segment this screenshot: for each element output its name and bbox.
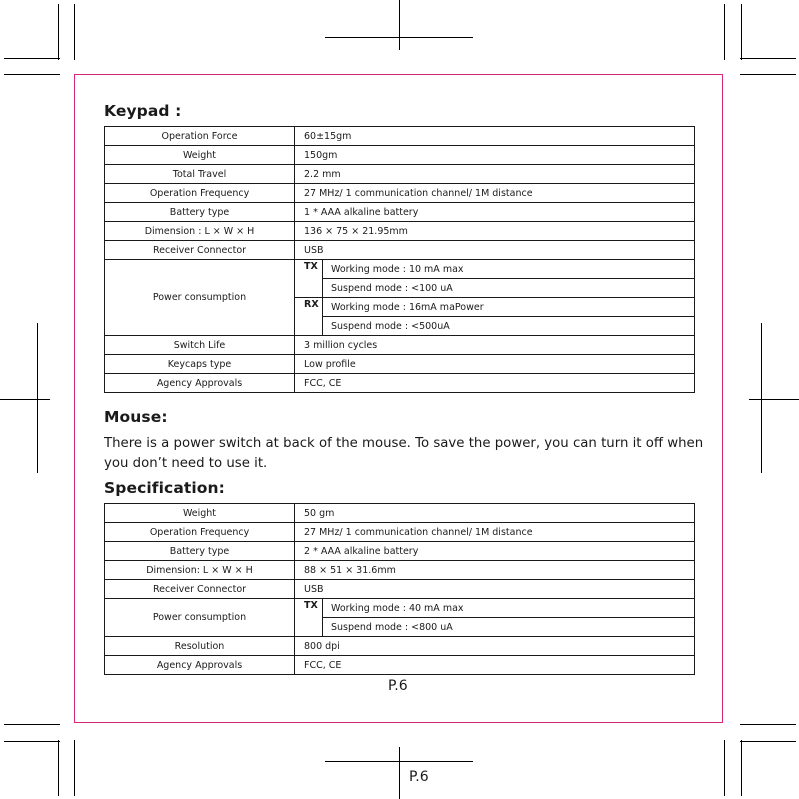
spec-label: Battery type (105, 542, 295, 561)
crop-mark (4, 58, 60, 59)
spec-value: 1 * AAA alkaline battery (295, 203, 695, 222)
spec-value: 2.2 mm (295, 165, 695, 184)
spec-value: 27 MHz/ 1 communication channel/ 1M distance (295, 523, 695, 542)
crop-mark (58, 4, 59, 60)
table-row (105, 542, 695, 561)
crop-mark (741, 4, 742, 60)
table-row (105, 637, 695, 656)
registration-mark (749, 399, 799, 400)
spec-value: 3 million cycles (295, 336, 695, 355)
table-row (105, 222, 695, 241)
page-number: P.6 (388, 678, 408, 694)
spec-value: 60±15gm (295, 127, 695, 146)
spec-value: 800 dpi (295, 637, 695, 656)
crop-mark (4, 741, 60, 742)
registration-mark (325, 37, 473, 38)
spec-value: 2 * AAA alkaline battery (295, 542, 695, 561)
spec-label: Resolution (105, 637, 295, 656)
spec-label: Operation Frequency (105, 523, 295, 542)
table-row (105, 504, 695, 523)
spec-value: 88 × 51 × 31.6mm (295, 561, 695, 580)
registration-mark (37, 323, 38, 473)
crop-mark (740, 58, 796, 59)
mouse-description: There is a power switch at back of the mouse. To save the power, you can turn it off when you don’t need to use it. (104, 436, 704, 471)
spec-value: USB (295, 241, 695, 260)
keypad-heading: Keypad : (104, 102, 182, 120)
registration-mark (399, 0, 400, 50)
registration-mark (0, 399, 50, 400)
spec-label: Total Travel (105, 165, 295, 184)
table-row (105, 241, 695, 260)
crop-mark (740, 74, 796, 75)
table-row (105, 260, 695, 279)
spec-label: Keycaps type (105, 355, 295, 374)
spec-label: Power consumption (105, 599, 295, 637)
spec-label: Dimension: L × W × H (105, 561, 295, 580)
table-row (105, 203, 695, 222)
spec-value: Working mode : 10 mA max (323, 260, 695, 279)
spec-value: USB (295, 580, 695, 599)
crop-mark (74, 740, 75, 796)
spec-label: Agency Approvals (105, 656, 295, 675)
spec-label: Power consumption (105, 260, 295, 336)
table-row (105, 165, 695, 184)
spec-value: 27 MHz/ 1 communication channel/ 1M distance (295, 184, 695, 203)
table-row (105, 374, 695, 393)
specification-heading: Specification: (104, 479, 225, 497)
crop-mark (4, 74, 60, 75)
crop-mark (724, 4, 725, 60)
table-row (105, 580, 695, 599)
crop-mark (741, 740, 742, 796)
table-row (105, 523, 695, 542)
table-row (105, 355, 695, 374)
crop-mark (740, 724, 796, 725)
mouse-spec-table (104, 503, 695, 675)
spec-label: Operation Force (105, 127, 295, 146)
spec-label: Weight (105, 504, 295, 523)
spec-value: Working mode : 40 mA max (323, 599, 695, 618)
crop-mark (74, 4, 75, 60)
spec-label: Switch Life (105, 336, 295, 355)
crop-mark (740, 741, 796, 742)
crop-mark (58, 740, 59, 796)
mouse-heading: Mouse: (104, 408, 168, 426)
table-row (105, 561, 695, 580)
spec-value: 50 gm (295, 504, 695, 523)
table-row (105, 656, 695, 675)
table-row (105, 127, 695, 146)
registration-mark (761, 323, 762, 473)
spec-value: FCC, CE (295, 374, 695, 393)
spec-value: Suspend mode : <800 uA (323, 618, 695, 637)
crop-mark (724, 740, 725, 796)
table-row (105, 146, 695, 165)
crop-mark (4, 724, 60, 725)
keypad-spec-table (104, 126, 695, 393)
spec-label: Agency Approvals (105, 374, 295, 393)
registration-mark (399, 747, 400, 799)
spec-value: 150gm (295, 146, 695, 165)
spec-label: Dimension : L × W × H (105, 222, 295, 241)
table-row (105, 184, 695, 203)
spec-value: Low profile (295, 355, 695, 374)
table-row (105, 336, 695, 355)
spec-value: Working mode : 16mA maPower (323, 298, 695, 317)
tx-tag: TX (295, 260, 323, 298)
spec-label: Operation Frequency (105, 184, 295, 203)
registration-mark (325, 761, 473, 762)
spec-value: Suspend mode : <100 uA (323, 279, 695, 298)
rx-tag: RX (295, 298, 323, 336)
spec-value: Suspend mode : <500uA (323, 317, 695, 336)
tx-tag: TX (295, 599, 323, 637)
spec-label: Receiver Connector (105, 580, 295, 599)
spec-label: Weight (105, 146, 295, 165)
spec-value: 136 × 75 × 21.95mm (295, 222, 695, 241)
table-row (105, 599, 695, 618)
spec-label: Battery type (105, 203, 295, 222)
spec-value: FCC, CE (295, 656, 695, 675)
slug-page-number: P.6 (409, 769, 429, 785)
spec-label: Receiver Connector (105, 241, 295, 260)
